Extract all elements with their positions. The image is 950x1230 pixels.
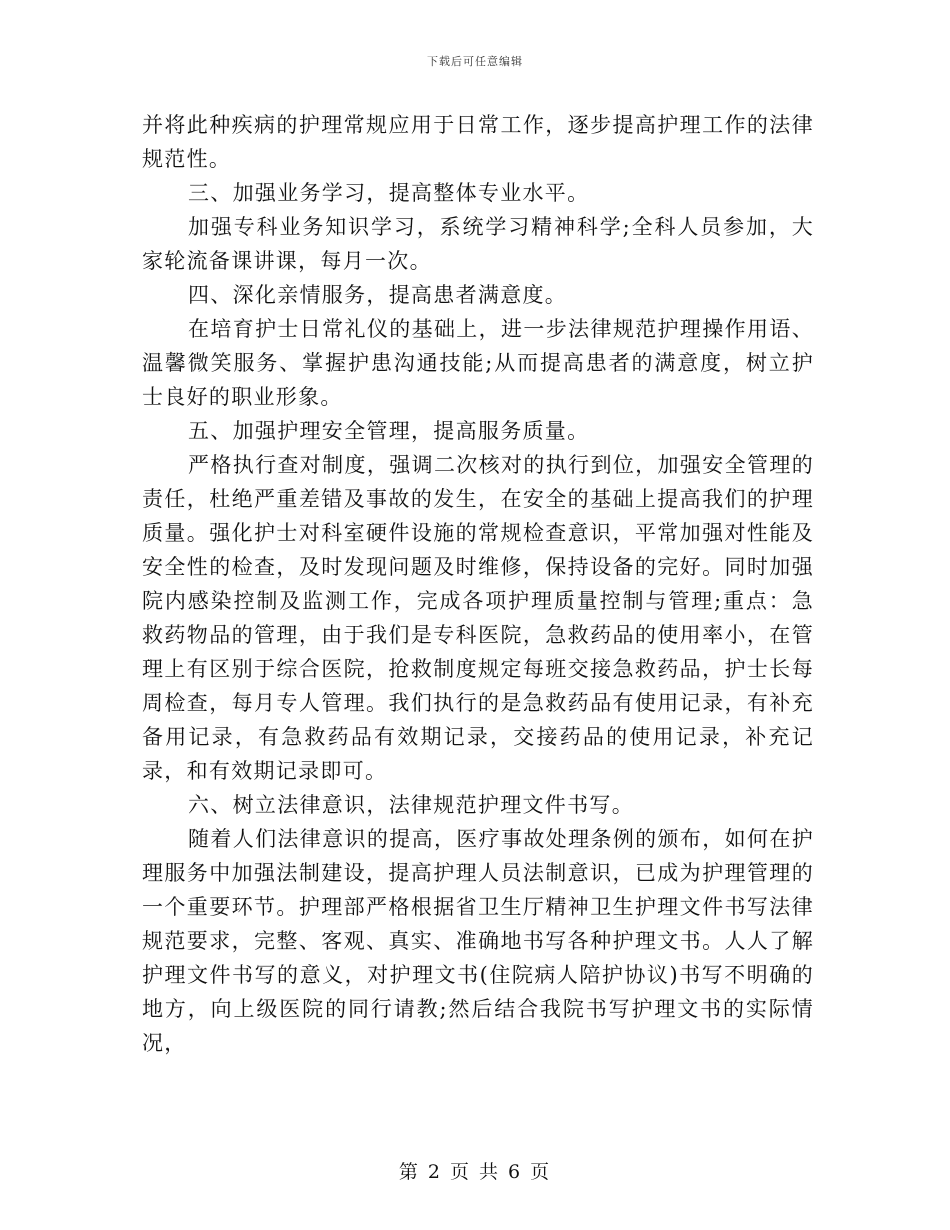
section-heading-4: 四、深化亲情服务，提高患者满意度。 [188,283,568,307]
paragraph-study: 加强专科业务知识学习，系统学习精神科学;全科人员参加，大家轮流备课讲课，每月一次。 [142,215,814,273]
page-number: 第 2 页 共 6 页 [398,1161,552,1183]
section-heading-3: 三、加强业务学习，提高整体专业水平。 [188,181,590,205]
section-heading-6: 六、树立法律意识，法律规范护理文件书写。 [188,793,634,817]
document-body [142,108,814,1060]
section-heading-5: 五、加强护理安全管理，提高服务质量。 [188,419,590,443]
page-header-note: 下载后可任意编辑 [427,55,523,68]
paragraph-service: 在培育护士日常礼仪的基础上，进一步法律规范护理操作用语、温馨微笑服务、掌握护患沟通技能;从而提高患者的满意度，树立护士良好的职业形象。 [142,317,814,409]
paragraph-safety: 严格执行查对制度，强调二次核对的执行到位，加强安全管理的责任，杜绝严重差错及事故的发生，在安全的基础上提高我们的护理质量。强化护士对科室硬件设施的常规检查意识，平常加强对性能及安全性的检查，及时发现问题及时维修，保持设备的完好。同时加强院内感染控制及监测工作，完成各项护理质量控制与管理;重点：急救药物品的管理，由于我们是专科医院，急救药品的使用率小，在管理上有区别于综合医院，抢救制度规定每班交接急救药品，护士长每周检查，每月专人管理。我们执行的是急救药品有使用记录，有补充备用记录，有急救药品有效期记录，交接药品的使用记录，补充记录，和有效期记录即可。 [142,453,814,783]
paragraph-continuation: 并将此种疾病的护理常规应用于日常工作，逐步提高护理工作的法律规范性。 [142,113,814,171]
paragraph-documents: 随着人们法律意识的提高，医疗事故处理条例的颁布，如何在护理服务中加强法制建设，提高护理人员法制意识，已成为护理管理的一个重要环节。护理部严格根据省卫生厅精神卫生护理文件书写法律规范要求，完整、客观、真实、准确地书写各种护理文书。人人了解护理文件书写的意义，对护理文书(住院病人陪护协议)书写不明确的地方，向上级医院的同行请教;然后结合我院书写护理文书的实际情况， [142,827,814,1055]
